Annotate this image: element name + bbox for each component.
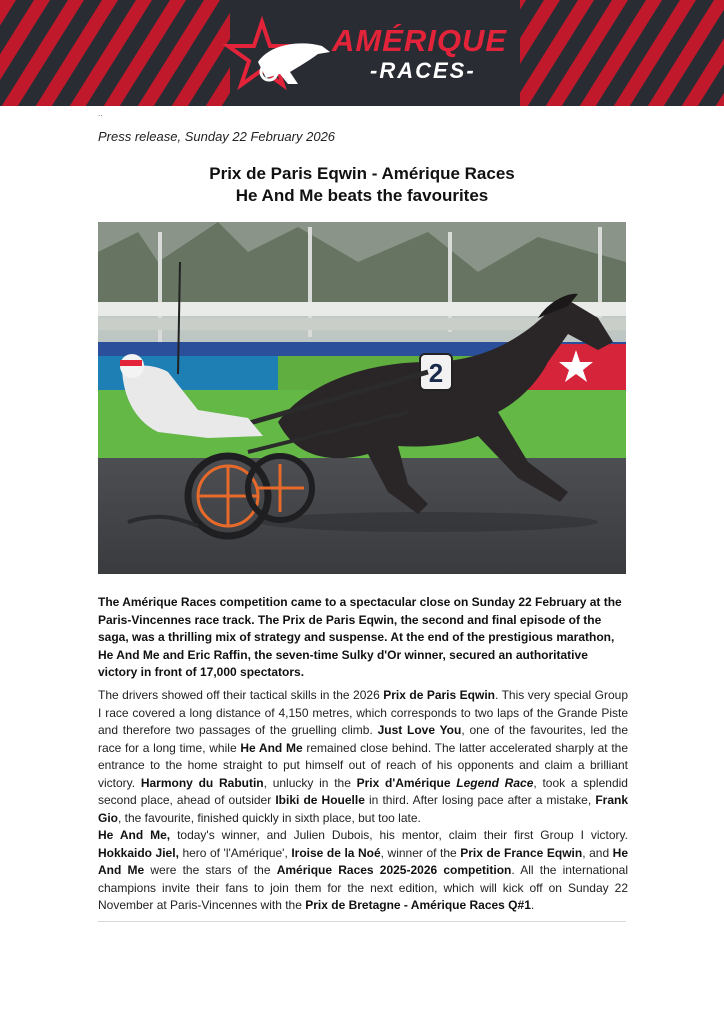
title-line-2: He And Me beats the favourites	[235, 186, 489, 205]
page-marker: ..	[98, 109, 103, 118]
saddle-number: 2	[428, 358, 444, 388]
lead-paragraph: The Amérique Races competition came to a spectacular close on Sunday 22 February at the Paris-Vincennes race track. The Prix de Paris Eqwin, the second and final episode of the saga, was a thrilling mix of strategy and suspense. At the end of the prestigious marathon, He And Me and Eric Raffin, the seven-time Sulky d'Or winner, secured an authoritative victory in front of 17,000 spectators.	[98, 595, 622, 679]
body-paragraph-1: The drivers showed off their tactical skills in the 2026 Prix de Paris Eqwin. This very special Group I race covered a long distance of 4,150 metres, which corresponds to two laps of the Grande Piste and therefore two passages of the gruelling climb. Just Love You, one of the favourites, led the race for a long time, while He And Me remained close behind. The latter accelerated sharply at the entrance to the home straight to put himself out of reach of his opponents and claim a brilliant victory. Harmony du Rabutin, unlucky in the Prix d'Amérique Legend Race, took a splendid second place, ahead of outsider Ibiki de Houelle in third. After losing pace after a mistake, Frank Gio, the favourite, finished quickly in sixth place, but too late.	[98, 688, 629, 825]
body-paragraph-2: He And Me, today's winner, and Julien Dubois, his mentor, claim their first Group I victory. Hokkaido Jiel, hero of 'l'Amérique', Iroise de la Noé, winner of the Prix de France Eqwin, and He And Me were the stars of the Amérique Races 2025-2026 competition. All the international champions invite their fans to join them for the next edition, which will kick off on Sunday 22 November at Paris-Vincennes with the Prix de Bretagne - Amérique Races Q#1.	[98, 828, 629, 912]
page-title	[98, 163, 626, 207]
press-release-date: Press release, Sunday 22 February 2026	[98, 129, 336, 144]
brand-name: AMÉRIQUE	[332, 23, 508, 58]
brand-subtitle: -RACES-	[370, 58, 476, 83]
divider	[98, 921, 626, 922]
harness-racing-photo	[98, 222, 626, 574]
star-horse-icon	[228, 22, 330, 85]
title-line-1: Prix de Paris Eqwin - Amérique Races	[209, 164, 515, 183]
header-banner	[0, 0, 724, 106]
